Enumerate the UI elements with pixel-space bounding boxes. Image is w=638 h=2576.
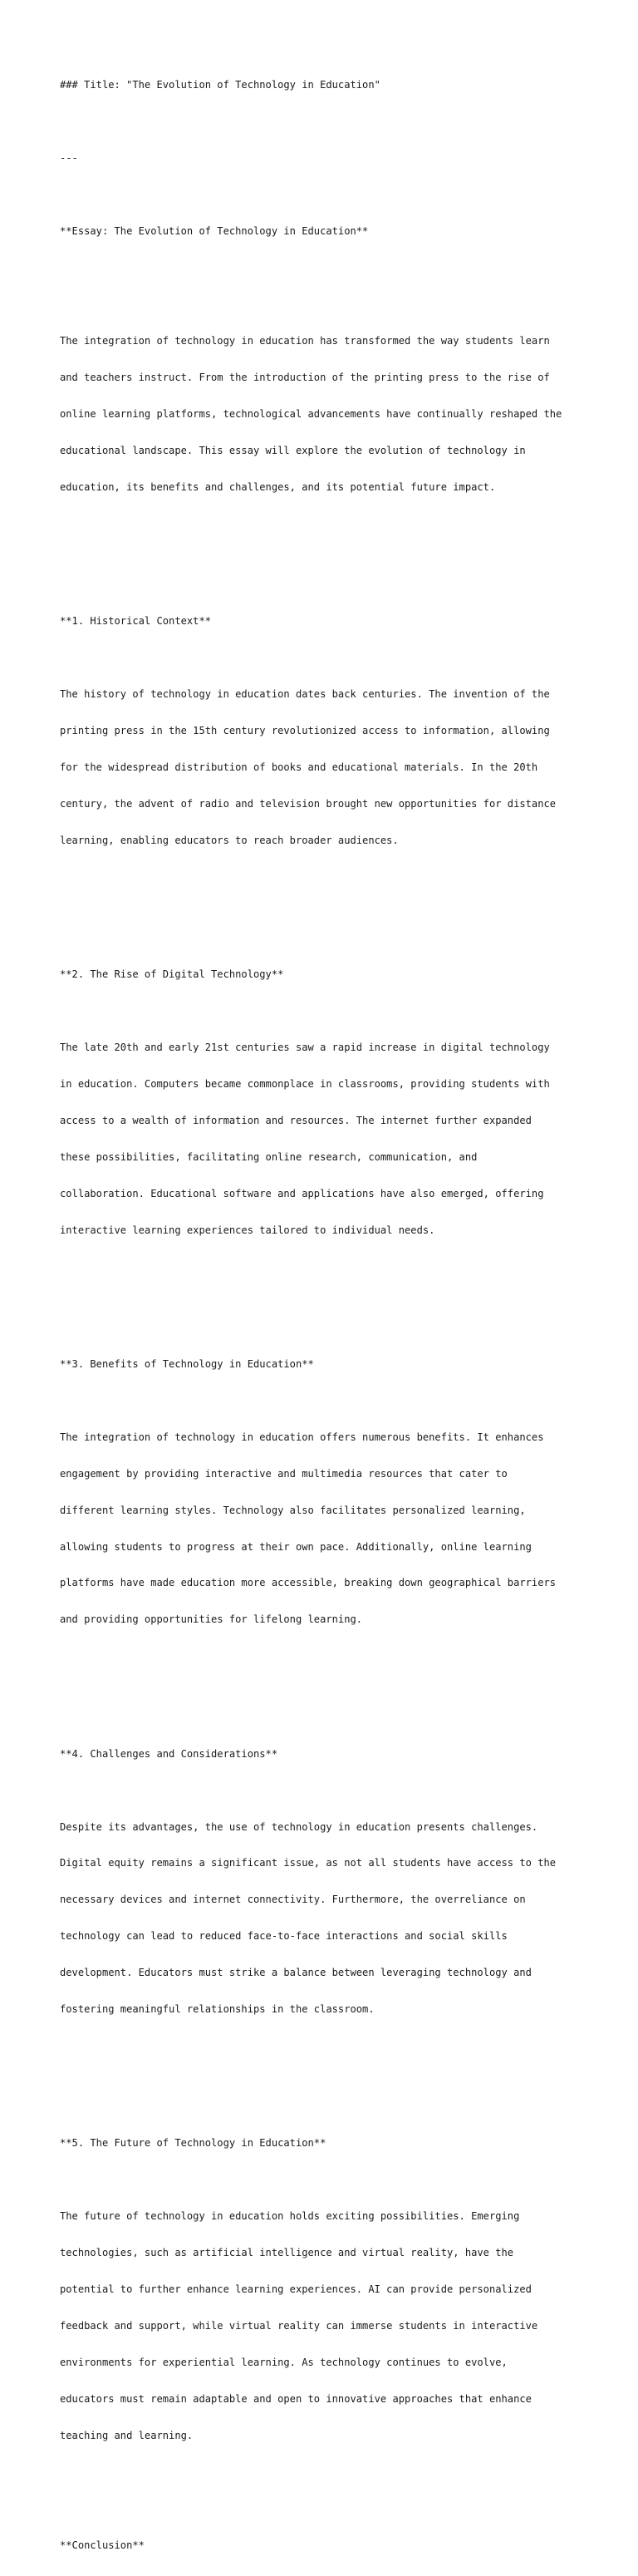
paragraph-line: educational landscape. This essay will explore the evolution of technology in — [60, 444, 526, 456]
section-future — [60, 2113, 608, 2466]
intro-paragraph — [60, 311, 608, 518]
conclusion-heading: **Conclusion** — [60, 2539, 145, 2551]
section-historical-context — [60, 591, 608, 871]
paragraph-line: feedback and support, while virtual reality can immerse students in interactive — [60, 2320, 538, 2332]
paragraph-line: platforms have made education more accessible, breaking down geographical barriers — [60, 1577, 557, 1589]
paragraph-line: The integration of technology in education offers numerous benefits. It enhances — [60, 1431, 544, 1443]
paragraph-line: and teachers instruct. From the introduction of the printing press to the rise of — [60, 371, 550, 383]
paragraph-line: technologies, such as artificial intelligence and virtual reality, have the — [60, 2247, 514, 2259]
blank-line — [60, 2065, 608, 2077]
section-benefits — [60, 1333, 608, 1650]
paragraph-line: The future of technology in education holds exciting possibilities. Emerging — [60, 2210, 520, 2223]
blank-line — [60, 2174, 608, 2186]
paragraph-line: learning, enabling educators to reach broader audiences. — [60, 834, 399, 846]
blank-line — [60, 1785, 608, 1797]
blank-line — [60, 262, 608, 274]
paragraph-line: teaching and learning. — [60, 2430, 194, 2442]
blank-line — [60, 189, 608, 201]
paragraph-line: technology can lead to reduced face-to-face interactions and social skills — [60, 1930, 508, 1943]
paragraph-line: education, its benefits and challenges, and its potential future impact. — [60, 480, 496, 493]
blank-line — [60, 542, 608, 554]
paragraph-line: and providing opportunities for lifelong learning. — [60, 1613, 363, 1626]
document-body — [60, 55, 608, 2576]
horizontal-rule-text: --- — [60, 152, 78, 165]
paragraph-line: potential to further enhance learning experiences. AI can provide personalized — [60, 2283, 532, 2296]
section-heading: **3. Benefits of Technology in Education** — [60, 1357, 314, 1370]
paragraph-line: online learning platforms, technological advancements have continually reshaped the — [60, 407, 562, 420]
paragraph-line: interactive learning experiences tailored to individual needs. — [60, 1224, 435, 1236]
paragraph-line: Despite its advantages, the use of technology in education presents challenges. — [60, 1820, 538, 1833]
paragraph-line: The history of technology in education dates back centuries. The invention of the — [60, 687, 550, 700]
blank-line — [60, 1285, 608, 1298]
paragraph-line: Digital equity remains a significant issue, as not all students have access to the — [60, 1857, 557, 1869]
paragraph-line: printing press in the 15th century revolutionized access to information, allowing — [60, 724, 550, 736]
essay-heading: **Essay: The Evolution of Technology in Education** — [60, 225, 369, 238]
paragraph-line: engagement by providing interactive and multimedia resources that cater to — [60, 1467, 508, 1480]
paragraph-line: these possibilities, facilitating online research, communication, and — [60, 1150, 478, 1163]
paragraph-line: collaboration. Educational software and applications have also emerged, offering — [60, 1187, 544, 1199]
paragraph-line: in education. Computers became commonplace in classrooms, providing students with — [60, 1077, 550, 1090]
paragraph-line: The late 20th and early 21st centuries saw a rapid increase in digital technology — [60, 1041, 550, 1053]
paragraph-line: for the widespread distribution of books and educational materials. In the 20th — [60, 761, 538, 773]
blank-line — [60, 116, 608, 128]
section-heading: **2. The Rise of Digital Technology** — [60, 968, 284, 980]
section-challenges — [60, 1723, 608, 2040]
paragraph-line: The integration of technology in education has transformed the way students learn — [60, 335, 550, 347]
paragraph-line: fostering meaningful relationships in the classroom. — [60, 2003, 375, 2016]
section-heading: **5. The Future of Technology in Education** — [60, 2137, 326, 2150]
paragraph-line: necessary devices and internet connectivity. Furthermore, the overreliance on — [60, 1894, 526, 1906]
blank-line — [60, 1395, 608, 1407]
paragraph-line: different learning styles. Technology also facilitates personalized learning, — [60, 1504, 526, 1516]
blank-line — [60, 1675, 608, 1687]
title-line: ### Title: "The Evolution of Technology in Education" — [60, 79, 380, 91]
section-heading: **1. Historical Context** — [60, 615, 212, 627]
blank-line — [60, 1005, 608, 1017]
section-digital-technology — [60, 944, 608, 1261]
paragraph-line: environments for experiential learning. As technology continues to evolve, — [60, 2357, 508, 2369]
blank-line — [60, 2490, 608, 2503]
paragraph-line: allowing students to progress at their own pace. Additionally, online learning — [60, 1540, 532, 1553]
blank-line — [60, 895, 608, 908]
section-heading: **4. Challenges and Considerations** — [60, 1747, 278, 1760]
paragraph-line: access to a wealth of information and resources. The internet further expanded — [60, 1114, 532, 1126]
paragraph-line: development. Educators must strike a balance between leveraging technology and — [60, 1967, 532, 1979]
paragraph-line: educators must remain adaptable and open to innovative approaches that enhance — [60, 2393, 532, 2406]
blank-line — [60, 652, 608, 664]
paragraph-line: century, the advent of radio and television brought new opportunities for distance — [60, 797, 557, 810]
